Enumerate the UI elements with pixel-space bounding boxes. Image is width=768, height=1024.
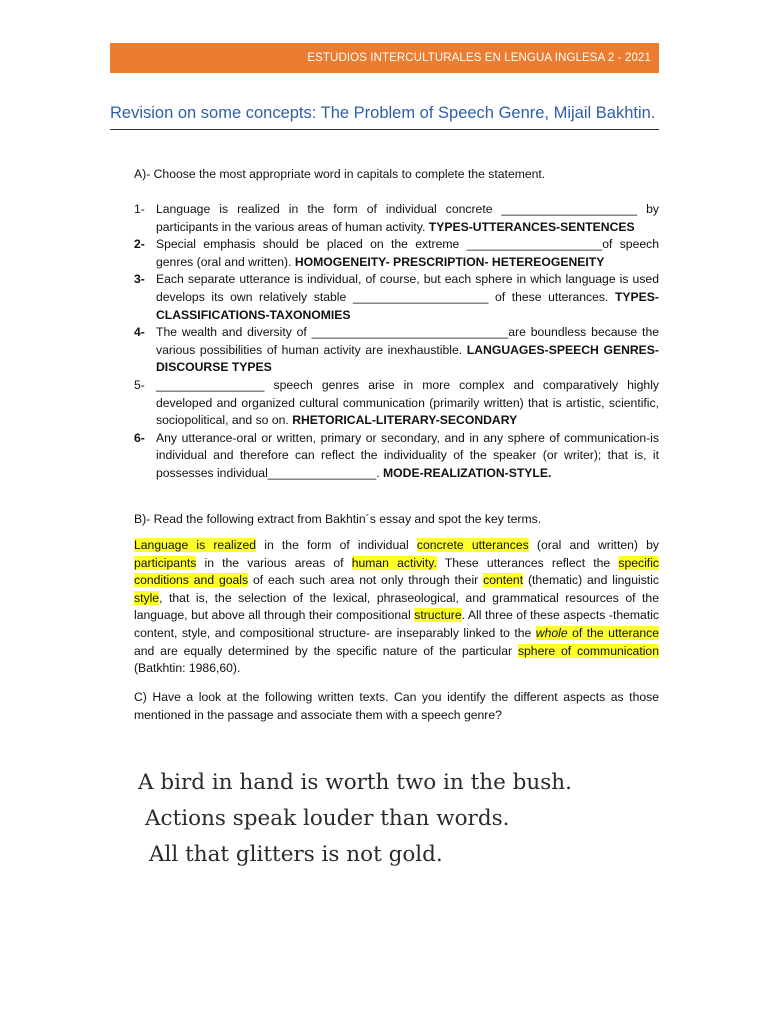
passage-text: These utterances reflect the: [436, 555, 619, 570]
answer-options: HOMOGENEITY- PRESCRIPTION- HETEREOGENEITY: [294, 254, 605, 269]
proverb-line: Actions speak louder than words.: [145, 806, 510, 831]
question-continuation: .: [376, 465, 384, 480]
question-text: [156, 324, 659, 377]
question-stem: Language is realized in the form of individual concrete: [156, 202, 502, 216]
highlighted-term: content: [483, 573, 524, 588]
answer-blank: ____________________: [466, 237, 603, 252]
question-number: 3-: [134, 272, 145, 287]
question-item: [134, 377, 659, 430]
question-continuation: are boundless because the various possibilities of human activity are inexhaustible.: [156, 325, 659, 357]
question-item: [134, 236, 659, 271]
question-item: [134, 271, 659, 324]
question-text: [156, 430, 659, 483]
question-item: [134, 201, 659, 236]
question-text: [156, 201, 659, 236]
highlighted-term: style: [134, 590, 160, 605]
highlighted-term: participants: [134, 555, 197, 570]
highlighted-term: Language is realized: [134, 538, 257, 552]
question-continuation: by participants in the various areas of human activity.: [156, 202, 659, 234]
highlighted-term: sphere of communication: [517, 643, 659, 658]
page-title: Revision on some concepts: The Problem of Speech Genre, Mijail Bakhtin.: [110, 103, 659, 130]
question-text: [156, 271, 659, 324]
passage-text: of each such area not only through their: [248, 573, 484, 588]
course-title: ESTUDIOS INTERCULTURALES EN LENGUA INGLESA 2 - 2021: [307, 52, 651, 64]
highlighted-term: of the utterance: [567, 625, 659, 640]
answer-blank: ________________: [267, 465, 377, 480]
question-stem: Each separate utterance is individual, of course, but each sphere in which language is used develops its own relatively stable: [156, 272, 659, 304]
question-text: [156, 377, 659, 430]
passage-text: in the various areas of: [196, 555, 352, 570]
question-item: [134, 324, 659, 377]
passage-text: in the form of individual: [256, 538, 417, 552]
question-number: 5-: [134, 377, 145, 392]
passage-text: (oral and written) by: [528, 538, 659, 552]
highlighted-term: specific conditions and goals: [134, 555, 659, 588]
question-number: 4-: [134, 325, 145, 340]
passage-text: . All three of these aspects -thematic content, style, and compositional structure- are inseparably linked to the: [134, 608, 660, 640]
answer-options: RHETORICAL-LITERARY-SECONDARY: [292, 413, 518, 428]
proverb-line: A bird in hand is worth two in the bush.: [138, 770, 572, 795]
answer-blank: _____________________________: [311, 325, 509, 340]
highlighted-term: structure: [414, 608, 462, 623]
answer-options: MODE-REALIZATION-STYLE.: [383, 465, 552, 480]
passage-text: (thematic) and linguistic: [523, 573, 659, 588]
passage-text: (Batkhtin: 1986,60).: [134, 661, 241, 676]
question-stem: Special emphasis should be placed on the extreme: [156, 237, 467, 252]
question-continuation: speech genres arise in more complex and comparatively highly developed and organized cultural communication (primarily written) that is artistic, scientific, sociopolitical, and so on.: [156, 377, 659, 428]
highlighted-term: human activity.: [351, 555, 437, 570]
section-c-instruction: C) Have a look at the following written texts. Can you identify the different aspects as those mentioned in the passage and associate them with a speech genre?: [134, 690, 659, 722]
question-number: 1-: [134, 202, 145, 216]
passage-text: , that is, the selection of the lexical, phraseological, and grammatical resources of the language, but above all through their compositional: [134, 590, 659, 623]
course-header-bar: [110, 43, 659, 73]
section-a-instruction: A)- Choose the most appropriate word in capitals to complete the statement.: [134, 167, 546, 181]
question-number: 6-: [134, 430, 145, 445]
proverb-list: [138, 765, 572, 873]
answer-options: TYPES-CLASSIFICATIONS-TAXONOMIES: [156, 289, 659, 322]
question-text: [156, 236, 659, 271]
passage-text: and are equally determined by the specific nature of the particular: [134, 643, 518, 658]
question-stem: Any utterance-oral or written, primary or secondary, and in any sphere of communication-is individual and therefore can reflect the individuality of the speaker (or writer); that is, it possesses individual: [156, 430, 659, 480]
question-number: 2-: [134, 237, 145, 252]
highlighted-term: whole: [535, 625, 568, 640]
question-continuation: of speech genres (oral and written).: [156, 237, 659, 269]
answer-blank: ____________________: [501, 202, 638, 216]
highlighted-term: concrete utterances: [416, 538, 529, 552]
answer-options: TYPES-UTTERANCES-SENTENCES: [428, 219, 635, 234]
question-stem: The wealth and diversity of: [156, 325, 312, 340]
answer-blank: ____________________: [352, 289, 489, 304]
proverb-line: All that glitters is not gold.: [149, 842, 443, 867]
question-continuation: of these utterances.: [488, 289, 615, 304]
answer-blank: ________________: [156, 377, 265, 392]
question-list: [134, 201, 659, 483]
section-b-instruction: B)- Read the following extract from Bakhtin´s essay and spot the key terms.: [134, 512, 542, 526]
question-item: [134, 430, 659, 483]
answer-options: LANGUAGES-SPEECH GENRES- DISCOURSE TYPES: [156, 342, 659, 375]
bakhtin-passage: [134, 537, 659, 678]
